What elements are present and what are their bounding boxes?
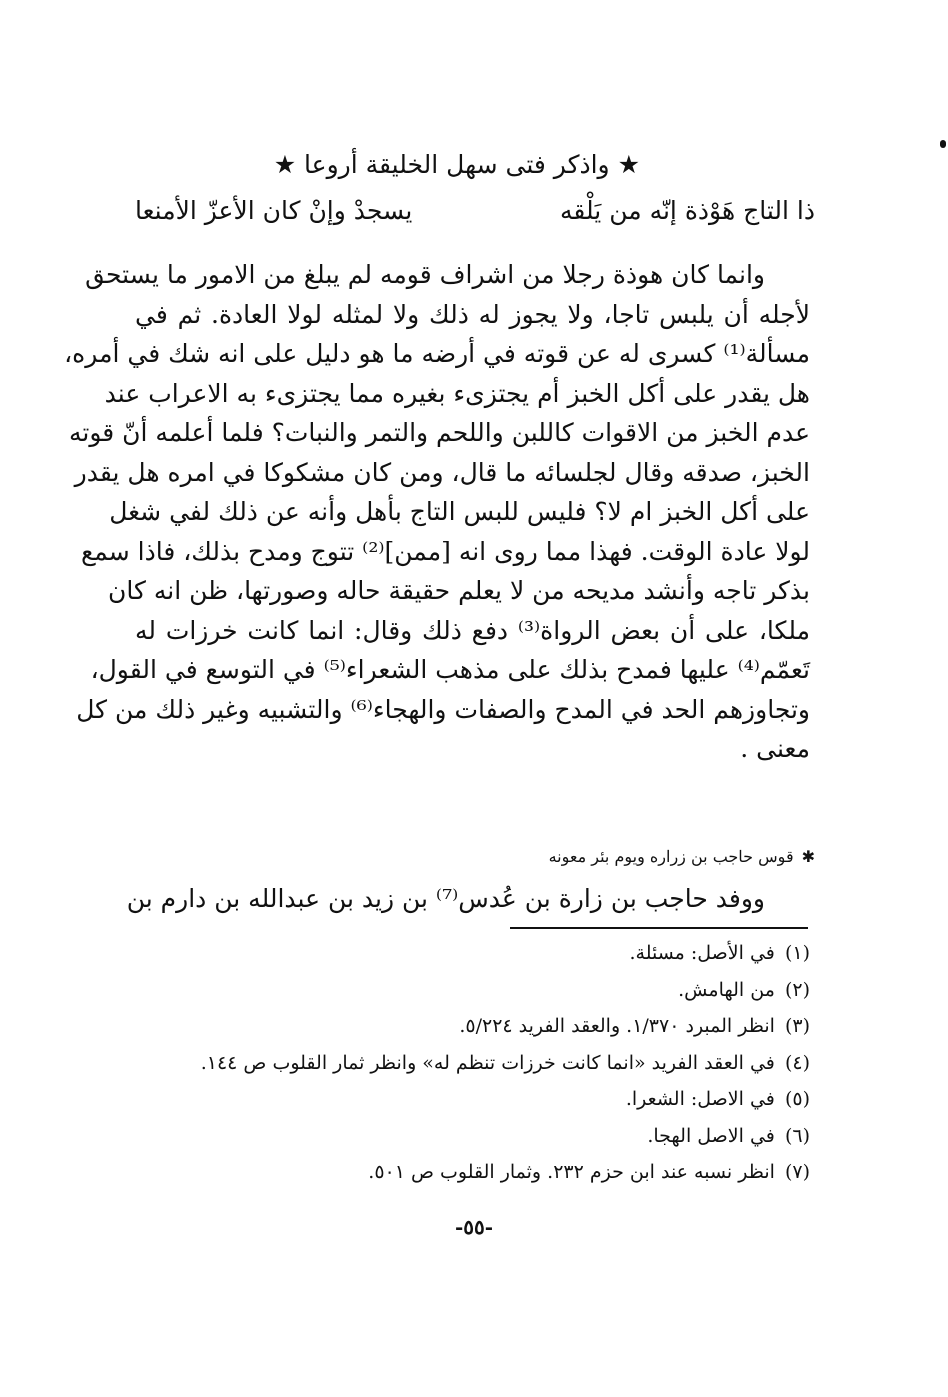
body-line: لأجله أن يلبس تاجا، ولا يجوز له ذلك ولا لمثله لولا العادة. ثم في (135, 299, 810, 329)
body-line: وتجاوزهم الحد في المدح والصفات والهجاء⁽⁶⁾ والتشبيه وغير ذلك من كل (76, 694, 810, 724)
footnote (150, 935, 810, 972)
footnote-text: في الاصل: الشعرا. (625, 1088, 775, 1110)
footnote-number: (٢) (784, 978, 810, 1001)
footnote-number: (٧) (784, 1161, 810, 1183)
footnote-text: في الاصل الهجا. (647, 1124, 775, 1147)
margin-mark (940, 140, 946, 148)
body-line: بذكر تاجه وأنشد مديحه من لا يعلم حقيقة حاله وصورتها، ظن انه كان (108, 576, 810, 605)
verse-hemistich-right: ذا التاج هَوْذة إنّه من يَلْقه (559, 196, 815, 225)
body-line: هل يقدر على أكل الخبز أم يجتزىء بغيره مما يجتزىء به الاعراب عند (104, 378, 810, 408)
footnote-text: انظر نسبه عند ابن حزم ٢٣٢. وثمار القلوب ص ٥٠١. (368, 1161, 775, 1183)
footnote-text: في العقد الفريد «انما كانت خرزات تنظم له» وانظر ثمار القلوب ص ١٤٤. (200, 1051, 775, 1074)
body-line: على أكل الخبز ام لا؟ فليس للبس التاج بأهل وأنه عن ذلك لفي شغل (109, 497, 810, 526)
body-line-continuation: ووفد حاجب بن زارة بن عُدس⁽⁷⁾ بن زيد بن عبدالله بن دارم بن (126, 884, 765, 913)
body-line: معنى . (740, 734, 810, 763)
body-paragraph (64, 255, 811, 769)
footnote (150, 972, 810, 1009)
footnote-text: في الأصل: مسئلة. (629, 942, 775, 964)
page-number: -٥٥- (454, 1215, 494, 1239)
footnote-number: (٦) (784, 1124, 810, 1147)
body-line: لولا عادة الوقت. فهذا مما روى انه [ممن]⁽²⁾ تتوج ومدح بذلك، فاذا سمع (80, 536, 810, 566)
footnote-divider (510, 927, 808, 929)
footnote (150, 1045, 810, 1082)
verse-line-1: ★ واذكر فتى سهل الخليقة أروعا ★ (273, 150, 640, 179)
verse-line-2 (135, 188, 815, 233)
section-heading (300, 842, 815, 872)
footnotes (150, 935, 810, 1191)
body-line: وانما كان هوذة رجلا من اشراف قومه لم يبلغ من الامور ما يستحق (85, 260, 765, 289)
body-line: ملكا، على أن بعض الرواة⁽³⁾ دفع ذلك وقال: انما كانت خرزات له (135, 615, 811, 645)
section-heading-text: قوس حاجب بن زراره ويوم بئر معونه (548, 847, 794, 866)
body-line: مسألة⁽¹⁾ كسرى له عن قوته في أرضه ما هو دليل على انه شك في أمره، (64, 339, 810, 368)
footnote-number: (١) (784, 942, 810, 964)
verse-hemistich-left: يسجدْ وإنْ كان الأعزّ الأمنعا (135, 196, 413, 225)
asterisk-icon: ✱ (801, 847, 815, 866)
footnote (150, 1154, 810, 1191)
body-line: عدم الخبز من الاقوات كاللبن واللحم والتمر والنبات؟ فلما أعلمه أنّ قوته (68, 418, 810, 447)
body-line: الخبز، صدقه وقال لجلسائه ما قال، ومن كان مشكوكا في امره هل يقدر (74, 457, 810, 487)
footnote (150, 1081, 810, 1118)
body-line: تَعمّم⁽⁴⁾ عليها فمدح بذلك على مذهب الشعراء⁽⁵⁾ في التوسع في القول، (90, 655, 810, 684)
footnote-number: (٣) (784, 1015, 810, 1037)
footnote-number: (٥) (784, 1088, 810, 1110)
footnote (150, 1118, 810, 1155)
footnote-number: (٤) (784, 1051, 810, 1074)
footnote (150, 1008, 810, 1045)
footnote-text: انظر المبرد ١/٣٧٠. والعقد الفريد ٥/٢٢٤. (459, 1015, 775, 1037)
footnote-text: من الهامش. (678, 978, 775, 1001)
